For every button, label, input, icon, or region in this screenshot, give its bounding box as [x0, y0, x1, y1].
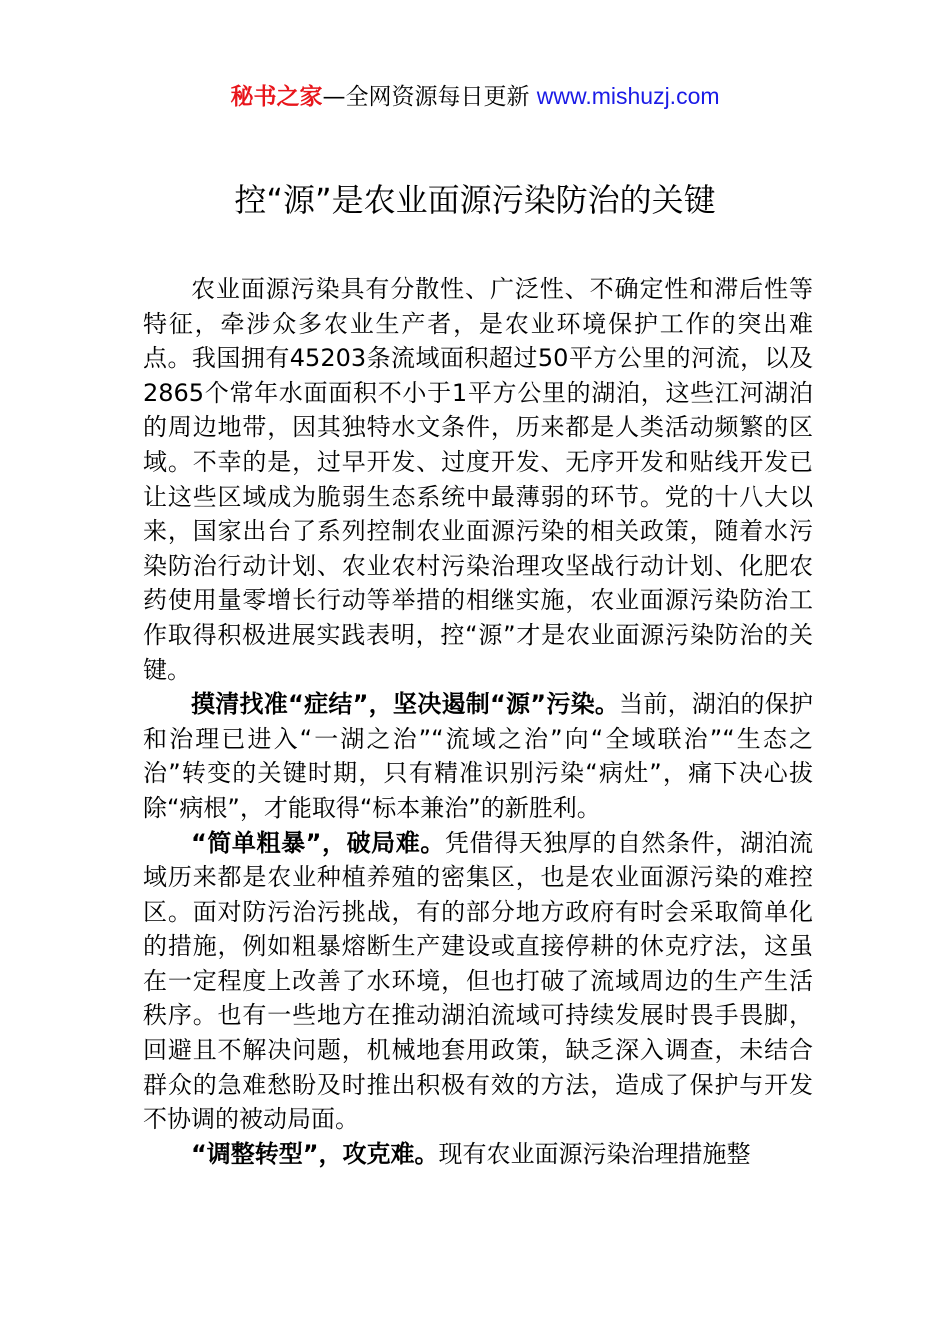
paragraph-text: 农业面源污染具有分散性、广泛性、不确定性和滞后性等特征，牵涉众多农业生产者，是农业环境保护工作的突出难点。我国拥有45203条流域面积超过50平方公里的河流，以及2865个常年水面面积不小于1平方公里的湖泊，这些江河湖泊的周边地带，因其独特水文条件，历来都是人类活动频繁的区域。不幸的是，过早开发、过度开发、无序开发和贴线开发已让这些区域成为脆弱生态系统中最薄弱的环节。党的十八大以来，国家出台了系列控制农业面源污染的相关政策，随着水污染防治行动计划、农业农村污染治理攻坚战行动计划、化肥农药使用量零增长行动等举措的相继实施，农业面源污染防治工作取得积极进展实践表明，控“源”才是农业面源污染防治的关键。 [143, 275, 813, 684]
paragraph-lead: “调整转型”，攻克难。 [191, 1139, 439, 1168]
paragraph [143, 826, 813, 1137]
paragraph [143, 687, 813, 825]
site-header [0, 80, 950, 113]
document-body [143, 272, 813, 1171]
paragraph-text: 现有农业面源污染治理措施整 [438, 1139, 751, 1168]
paragraph-lead: “简单粗暴”，破局难。 [191, 828, 445, 857]
paragraph-text: 凭借得天独厚的自然条件，湖泊流域历来都是农业种植养殖的密集区，也是农业面源污染的难控区。面对防污治污挑战，有的部分地方政府有时会采取简单化的措施，例如粗暴熔断生产建设或直接停耕的休克疗法，这虽在一定程度上改善了水环境，但也打破了流域周边的生产生活秩序。也有一些地方在推动湖泊流域可持续发展时畏手畏脚，回避且不解决问题，机械地套用政策，缺乏深入调查，未结合群众的急难愁盼及时推出积极有效的方法，造成了保护与开发不协调的被动局面。 [143, 828, 813, 1134]
site-url-link[interactable]: www.mishuzj.com [536, 83, 720, 109]
header-tagline: —全网资源每日更新 [322, 84, 537, 110]
paragraph-text: 当前，湖泊的保护和治理已进入“一湖之治”“流域之治”向“全域联治”“生态之治”转变的关键时期，只有精准识别污染“病灶”，痛下决心拔除“病根”，才能取得“标本兼治”的新胜利。 [143, 690, 813, 822]
document-title: 控“源”是农业面源污染防治的关键 [234, 181, 716, 219]
brand-name: 秘书之家 [230, 84, 323, 110]
paragraph-lead: 摸清找准“症结”，坚决遏制“源”污染。 [191, 690, 620, 719]
paragraph [143, 272, 813, 687]
paragraph [143, 1137, 813, 1172]
